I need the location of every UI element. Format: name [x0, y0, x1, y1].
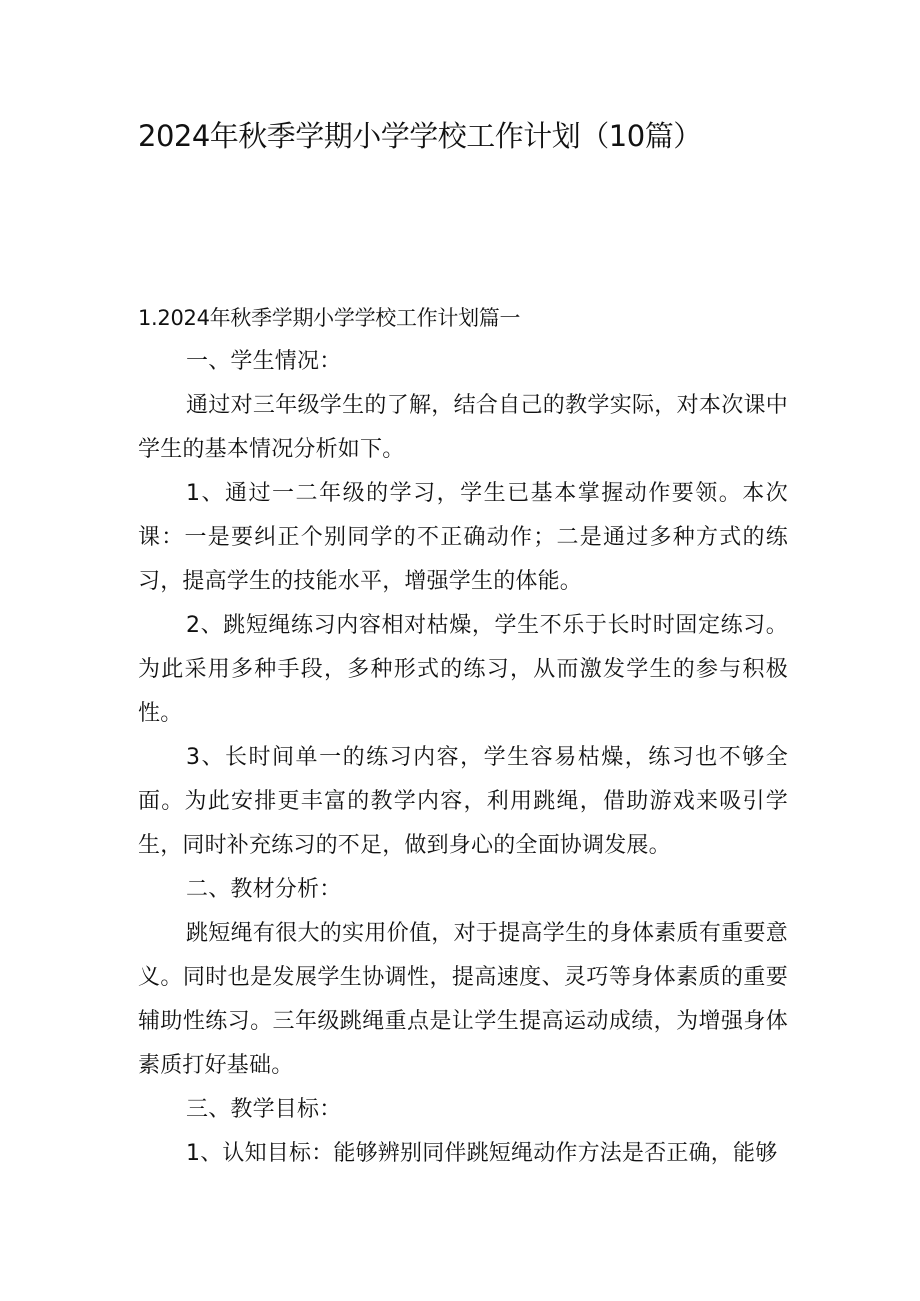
paragraph-point-1: 1、通过一二年级的学习，学生已基本掌握动作要领。本次课：一是要纠正个别同学的不正确动作；二是通过多种方式的练习，提高学生的技能水平，增强学生的体能。	[138, 481, 788, 594]
paragraph-point-3: 3、长时间单一的练习内容，学生容易枯燥，练习也不够全面。为此安排更丰富的教学内容，利用跳绳，借助游戏来吸引学生，同时补充练习的不足，做到身心的全面协调发展。	[138, 745, 788, 858]
paragraph-goal-1: 1、认知目标：能够辨别同伴跳短绳动作方法是否正确，能够	[186, 1141, 778, 1166]
paragraph-material-heading: 二、教材分析：	[186, 877, 342, 902]
paragraph-goals-heading: 三、教学目标：	[186, 1097, 342, 1122]
section-heading: 1.2024年秋季学期小学学校工作计划篇一	[138, 306, 521, 330]
paragraph-student-situation-heading: 一、学生情况：	[186, 349, 342, 374]
paragraph-student-analysis: 通过对三年级学生的了解，结合自己的教学实际，对本次课中学生的基本情况分析如下。	[138, 393, 788, 462]
paragraph-point-2: 2、跳短绳练习内容相对枯燥，学生不乐于长时时固定练习。为此采用多种手段，多种形式的练习，从而激发学生的参与积极性。	[138, 613, 788, 726]
document-title: 2024年秋季学期小学学校工作计划（10篇）	[138, 119, 702, 153]
paragraph-material-analysis: 跳短绳有很大的实用价值，对于提高学生的身体素质有重要意义。同时也是发展学生协调性，提高速度、灵巧等身体素质的重要辅助性练习。三年级跳绳重点是让学生提高运动成绩，为增强身体素质打好基础。	[138, 921, 788, 1078]
document-body	[138, 340, 788, 1176]
